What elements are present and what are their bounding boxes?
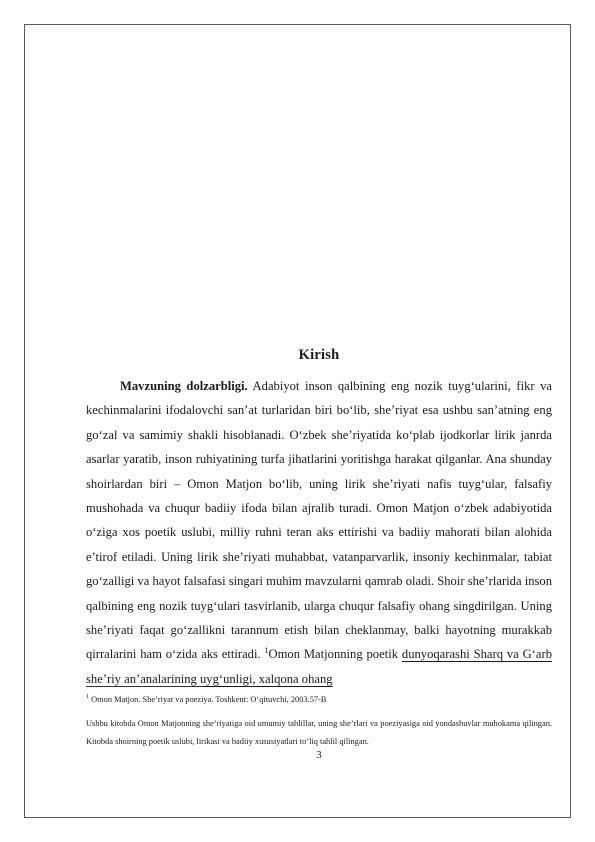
paragraph-lead: Mavzuning dolzarbligi. xyxy=(120,379,248,393)
section-heading: Kirish xyxy=(298,347,340,363)
footnote-marker[interactable]: 1 xyxy=(264,646,269,656)
footnote-description: Ushbu kitobda Omon Matjonning she’riyatiga oid umumiy tahlillar, uning she’rlari va poeziyasiga oid yondashuvlar muhokama qilingan. Kitobda shoirning poetik uslubi, lirikasi va badiiy xususiyatlari to‘liq tahlil qilingan. xyxy=(86,719,552,746)
footnote-ref-marker: 1 xyxy=(86,694,89,701)
page-number: 3 xyxy=(316,750,322,761)
paragraph-text-continued: Omon Matjonning poetik xyxy=(268,647,398,662)
paragraph-text: Adabiyot inson qalbining eng nozik tuyg‘ularini, fikr va kechinmalarini ifodalovchi san’at turlaridan biri bo‘lib, she’riyat esa ushbu san’atning eng go‘zal va samimiy shakli hisoblanadi. O‘zbek she’riyatida ko‘plab ijodkorlar lirik janrda asarlar yaratib, inson ruhiyatining turfa jihatlarini yoritishga harakat qilganlar. Ana shunday shoirlardan biri – Omon Matjon bo‘lib, uning lirik she’riyati nafis tuyg‘ular, falsafiy mushohada va chuqur badiiy ifoda bilan ajralib turadi. Omon Matjon o‘zbek adabiyotida o‘ziga xos poetik uslubi, milliy ruhni teran aks ettirishi va badiiy mahorati bilan alohida e’tirof etiladi. Uning lirik she’riyati muhabbat, vatanparvarlik, insoniy kechinmalar, tabiat go‘zalligi va hayot falsafasi singari muhim mavzularni qamrab oladi. Shoir she’rlarida inson qalbining eng nozik tuyg‘ulari tasvirlanib, ularga chuqur falsafiy ohang singdirilgan. Uning she’riyati faqat go‘zallikni tarannum etish bilan cheklanmay, balki hayotning murakkab qirralarini ham o‘zida aks ettiradi. xyxy=(86,379,553,662)
footnote-separator xyxy=(86,686,201,687)
body-paragraph xyxy=(86,374,552,691)
paragraph-underlined-text: dunyoqarashi Sharq va G‘arb she’riy an’analarining uyg‘unligi, xalqona ohang xyxy=(86,647,553,686)
footnote-reference-text: Omon Matjon. She’riyat va poeziya. Toshkent: O‘qituvchi, 2003.57-B xyxy=(91,695,327,704)
footnote-reference xyxy=(86,694,552,706)
